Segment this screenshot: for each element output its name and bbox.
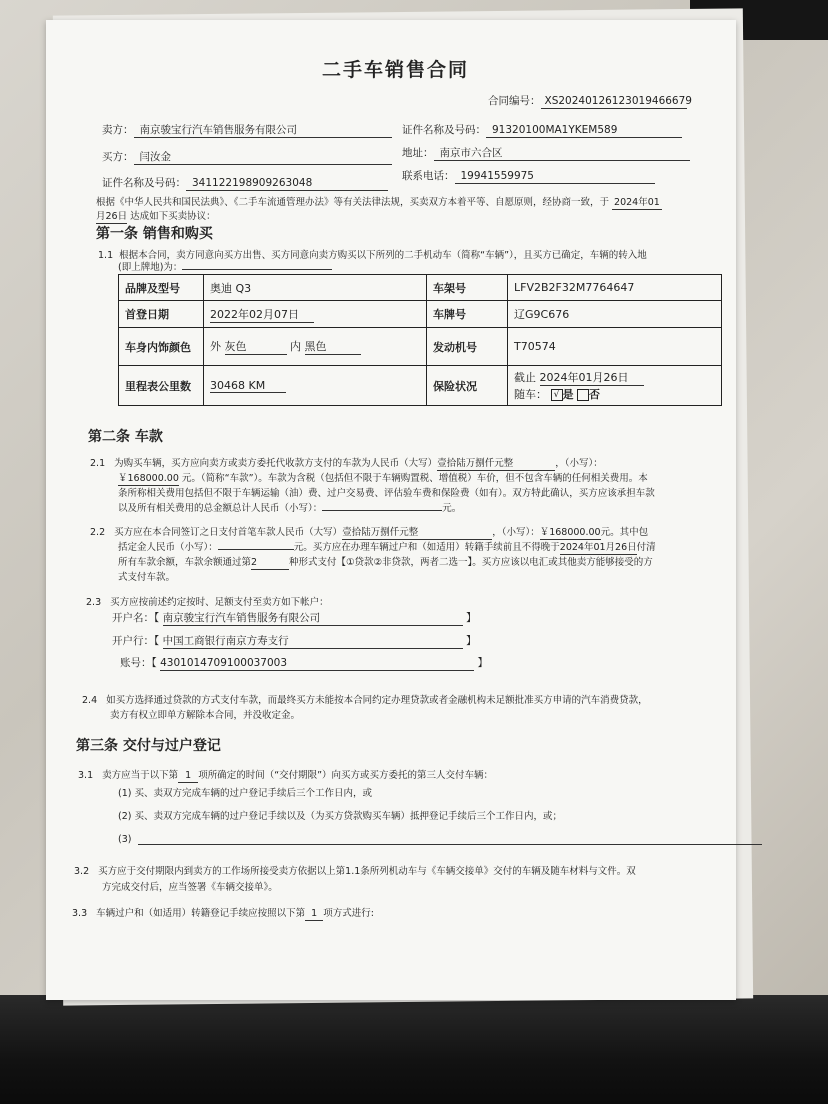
account-number-line: 账号：【 4301014709100037003 】: [120, 657, 488, 669]
clause-3-1: 3.1 卖方应当于以下第 1 项所确定的时间（“交付期限”）向买方或买方委托的第三人交付车辆：: [78, 770, 494, 781]
insurance-no-checkbox: [577, 389, 589, 401]
clause-2-3: 2.3 买方应按前述约定按时、足额支付至卖方如下帐户：: [86, 597, 329, 608]
document-title: 二手车销售合同: [322, 59, 470, 81]
clause-1-1: 1.1 根据本合同，卖方同意向买方出售、买方同意向卖方购买以下所列的二手机动车（简称“车辆”），且买方已确定，车辆的转入地: [98, 250, 647, 261]
mileage-label: 里程表公里数: [119, 366, 204, 406]
reg-date-label: 首登日期: [119, 301, 204, 328]
clause-2-1-line3: 条所称相关费用包括但不限于车辆运输（油）费、过户交易费、评估验车费和保险费（如有）。双方特此确认，买方应该承担车款: [118, 488, 655, 499]
engine-value: T70574: [508, 328, 722, 366]
phone-line: 联系电话： 19941559975: [402, 170, 655, 184]
contract-number: 合同编号： XS20240126123019466679: [488, 95, 692, 107]
floor-shadow: [0, 995, 828, 1104]
preamble-line-1: 根据《中华人民共和国民法典》、《二手车流通管理办法》等有关法律法规，买卖双方本着平等、自愿原则，经协商一致，于 2024年01: [96, 197, 660, 208]
clause-2-4: 2.4 如买方选择通过贷款的方式支付车款，而最终买方未能按本合同约定办理贷款或者金融机构未足额批准买方申请的汽车消费贷款，: [82, 695, 648, 706]
buyer-line: 买方： 闫汝金: [102, 151, 392, 165]
article-3-heading: 第三条 交付与过户登记: [76, 738, 221, 754]
vehicle-info-table: [118, 274, 722, 406]
article-1-heading: 第一条 销售和购买: [96, 226, 213, 242]
seller-line: 卖方： 南京骏宝行汽车销售服务有限公司: [102, 124, 392, 138]
clause-3-2-line2: 方完成交付后，应当签署《车辆交接单》。: [102, 882, 278, 893]
insurance-yes-checkbox: √: [551, 389, 563, 401]
clause-2-1-line2: ￥168000.00 元。（简称“车款”）。车款为含税（包括但不限于车辆购置税、增值税）车价，但不包含车辆的任何相关费用。本: [118, 473, 648, 484]
clause-1-1-cont: (即上牌地)为：: [118, 261, 332, 274]
clause-2-1: 2.1 为购买车辆，买方应向卖方或卖方委托代收款方支付的车款为人民币（大写）壹拾陆万捌仟元整 ，（小写）：: [90, 458, 603, 469]
insurance-label: 保险状况: [427, 366, 508, 406]
address-line: 地址： 南京市六合区: [402, 147, 690, 161]
plate-label: 车牌号: [427, 301, 508, 328]
clause-3-3: 3.3 车辆过户和（如适用）转籍登记手续应按照以下第 1 项方式进行:: [72, 908, 374, 919]
buyer-id-line: 证件名称及号码： 341122198909263048: [102, 177, 388, 191]
insurance-value: 截止 2024年01月26日 随车： √ 是 否: [508, 366, 722, 406]
clause-2-2-line4: 式支付车款。: [118, 572, 176, 583]
option-3-blank-line: [138, 844, 762, 845]
brand-label: 品牌及型号: [119, 275, 204, 301]
reg-date-value: 2022年02月07日: [204, 301, 427, 328]
clause-2-2-line2: 括定金人民币（小写）： 元。买方应在办理车辆过户和（如适用）转籍手续前且不得晚于2024年01月26日付清: [118, 542, 656, 553]
article-2-heading: 第二条 车款: [88, 429, 163, 445]
brand-value: 奥迪 Q3: [204, 275, 427, 301]
clause-3-1-option-1: (1) 买、卖双方完成车辆的过户登记手续后三个工作日内，或: [118, 788, 372, 799]
mileage-value: 30468 KM: [204, 366, 427, 406]
contract-page: [46, 20, 736, 1000]
clause-3-1-option-2: (2) 买、卖双方完成车辆的过户登记手续以及（为买方贷款购买车辆）抵押登记手续后三个工作日内，或；: [118, 811, 562, 822]
preamble-line-2: 月26日 达成如下买卖协议：: [96, 211, 216, 222]
plate-value: 辽G9C676: [508, 301, 722, 328]
clause-2-4-line2: 卖方有权立即单方解除本合同，并没收定金。: [110, 710, 301, 721]
engine-label: 发动机号: [427, 328, 508, 366]
vin-value: LFV2B2F32M7764647: [508, 275, 722, 301]
clause-2-2-line3: 所有车款余额，车款余额通过第2 种形式支付【①贷款②非贷款，两者二选一】。买方应该以电汇或其他卖方能够接受的方: [118, 557, 653, 568]
clause-3-1-option-3: (3): [118, 834, 132, 845]
color-value: 外 灰色 内 黑色: [204, 328, 427, 366]
account-name-line: 开户名：【 南京骏宝行汽车销售服务有限公司 】: [112, 612, 477, 624]
vin-label: 车架号: [427, 275, 508, 301]
seller-id-line: 证件名称及号码： 91320100MA1YKEM589: [402, 124, 682, 138]
clause-3-2: 3.2 买方应于交付期限内到卖方的工作场所接受卖方依据以上第1.1条所列机动车与《车辆交接单》交付的车辆及随车材料与文件。双: [74, 866, 636, 877]
clause-2-1-line4: 以及所有相关费用的总金额总计人民币（小写）： 元。: [118, 503, 462, 514]
color-label: 车身内饰颜色: [119, 328, 204, 366]
account-bank-line: 开户行：【 中国工商银行南京方寿支行 】: [112, 635, 477, 647]
clause-2-2: 2.2 买方应在本合同签订之日支付首笔车款人民币（大写）壹拾陆万捌仟元整 ，（小写）：￥168000.00元。其中包: [90, 527, 649, 538]
